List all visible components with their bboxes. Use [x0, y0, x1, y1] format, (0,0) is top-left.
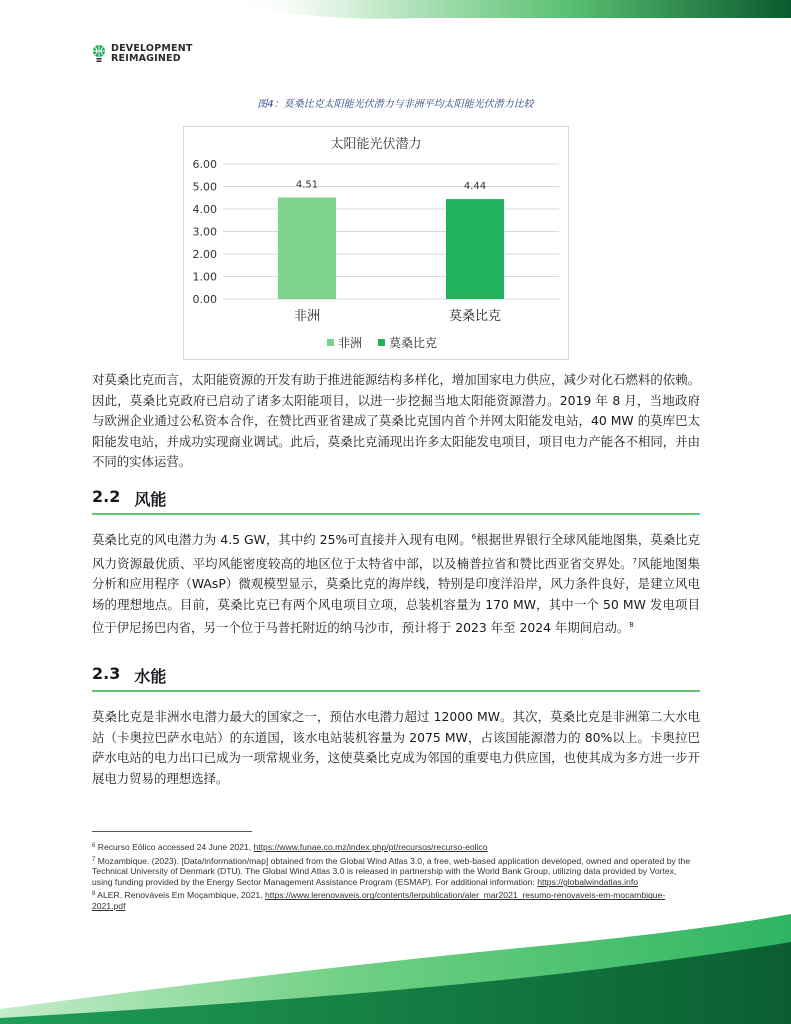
y-tick-label: 3.00	[192, 225, 217, 239]
section-divider	[92, 690, 700, 692]
section-heading-hydro	[92, 664, 700, 687]
data-label: 4.44	[463, 181, 487, 193]
legend-swatch	[327, 339, 334, 346]
footnote-text: Recurso Eólico accessed 24 June 2021,	[97, 842, 254, 852]
logo-line-1: DEVELOPMENT	[111, 43, 193, 54]
y-tick-label: 0.00	[192, 293, 217, 306]
wind-text-1: 莫桑比克的风电潜力为 4.5 GW，其中约 25%可直接并入现有电网。	[92, 532, 472, 547]
footnote-divider	[92, 831, 252, 832]
footnote-7	[92, 855, 692, 888]
data-label: 4.51	[295, 179, 319, 191]
logo	[91, 44, 193, 64]
y-tick-label: 5.00	[192, 180, 217, 194]
x-tick-label: 非洲	[293, 309, 321, 324]
wind-text-3: 风能地图集分析和应用程序（WAsP）微观模型显示，莫桑比克的海岸线，特别是印度洋沿岸，风力条件良好，是建立风电场的理想地点。目前，莫桑比克已有两个风电项目立项，总装机容量为 170 MW，其中一个 50 MW 发电项目位于伊尼扬巴内省，另一个位于马普托附近的纳马沙市，预计将于 2023 年至 2024 年期间启动。	[92, 555, 701, 635]
figure-caption: 图4：莫桑比克太阳能光伏潜力与非洲平均太阳能光伏潜力比较	[257, 99, 534, 110]
legend-label: 非洲	[338, 336, 363, 350]
footnote-link[interactable]: https://www.lerenovaveis.org/contents/lerpublication/aler_mar2021_resumo-renovaveis-em-mocambique-2021.pdf	[92, 890, 666, 911]
section-heading-wind	[92, 487, 700, 510]
footnote-ref-7[interactable]: 7	[632, 556, 638, 565]
legend-swatch	[378, 339, 385, 346]
footnote-number: 7	[92, 856, 96, 863]
bar-1	[278, 198, 336, 299]
footnote-number: 6	[92, 843, 96, 849]
y-tick-label: 4.00	[192, 203, 217, 216]
chart-title: 太阳能光伏潜力	[330, 137, 422, 152]
y-tick-label: 2.00	[192, 248, 217, 261]
footnote-text: Mozambique. (2023). [Data/information/map] obtained from the Global Wind Atlas 3.0, a free, web-based application developed, owned and operated by the Technical University of Denmark (DTU). The Global Wind Atlas 3.0 is released in partnership with the World Bank Group, utilizing data provided by Vortex, using funding provided by the Energy Sector Management Assistance Program (ESMAP). For additional information:	[92, 855, 691, 887]
logo-line-2: REIMAGINED	[111, 53, 181, 64]
solar-paragraph: 对莫桑比克而言，太阳能资源的开发有助于推进能源结构多样化，增加国家电力供应，减少对化石燃料的依赖。因此，莫桑比克政府已启动了诸多太阳能项目，以进一步挖掘当地太阳能资源潜力。2019 年 8 月，当地政府与欧洲企业通过公私资本合作，在赞比西亚省建成了莫桑比克国内首个并网太阳能发电站，40 MW 的莫库巴太阳能发电站，并成功实现商业调试。此后，莫桑比克涌现出许多太阳能发电项目，项目电力产能各不相同，并由不同的实体运营。	[92, 372, 700, 469]
footnote-text: ALER. Renováveis Em Moçambique, 2021,	[97, 890, 265, 901]
x-tick-label: 莫桑比克	[448, 309, 502, 324]
footnote-link[interactable]: https://www.funae.co.mz/index.php/pt/recursos/recurso-eolico	[253, 842, 488, 852]
solar-potential-chart	[183, 126, 569, 360]
globe-bulb-icon	[91, 44, 107, 64]
top-decorative-band	[0, 0, 791, 24]
y-tick-label: 1.00	[192, 270, 217, 284]
hydro-paragraph: 莫桑比克是非洲水电潜力最大的国家之一，预估水电潜力超过 12000 MW。其次，莫桑比克是非洲第二大水电站（卡奥拉巴萨水电站）的东道国，该水电站装机容量为 2075 MW，占该国能源潜力的 80%以上。卡奥拉巴萨水电站的电力出口已成为一项常规业务，这使莫桑比克成为邻国的重要电力供应国，也使其成为多方进一步开展电力贸易的理想选择。	[92, 709, 700, 786]
footnote-6	[92, 841, 692, 853]
section-title: 水能	[134, 667, 167, 686]
footnote-number: 8	[92, 891, 96, 898]
footnotes	[92, 841, 692, 914]
section-number: 2.3	[92, 664, 121, 683]
footnote-ref-8[interactable]: 8	[629, 621, 634, 629]
y-tick-label: 6.00	[192, 158, 217, 171]
footnote-ref-6[interactable]: 6	[471, 533, 477, 541]
footnote-link[interactable]: https://globalwindatlas.info	[537, 876, 639, 887]
bar-2	[446, 199, 504, 299]
section-title: 风能	[134, 490, 167, 509]
logo-text	[111, 44, 193, 64]
wind-text-2: 根据世界银行全球风能地图集，莫桑比克风力资源最优质、平均风能密度较高的地区位于太特省中部，以及楠普拉省和赞比西亚省交界处。	[92, 532, 700, 571]
chart-frame	[184, 127, 569, 360]
footnote-8	[92, 889, 692, 911]
section-divider	[92, 513, 700, 515]
wind-paragraph	[92, 527, 700, 639]
section-number: 2.2	[92, 487, 121, 506]
bottom-decorative-band	[0, 914, 791, 1024]
legend-label: 莫桑比克	[389, 336, 438, 350]
